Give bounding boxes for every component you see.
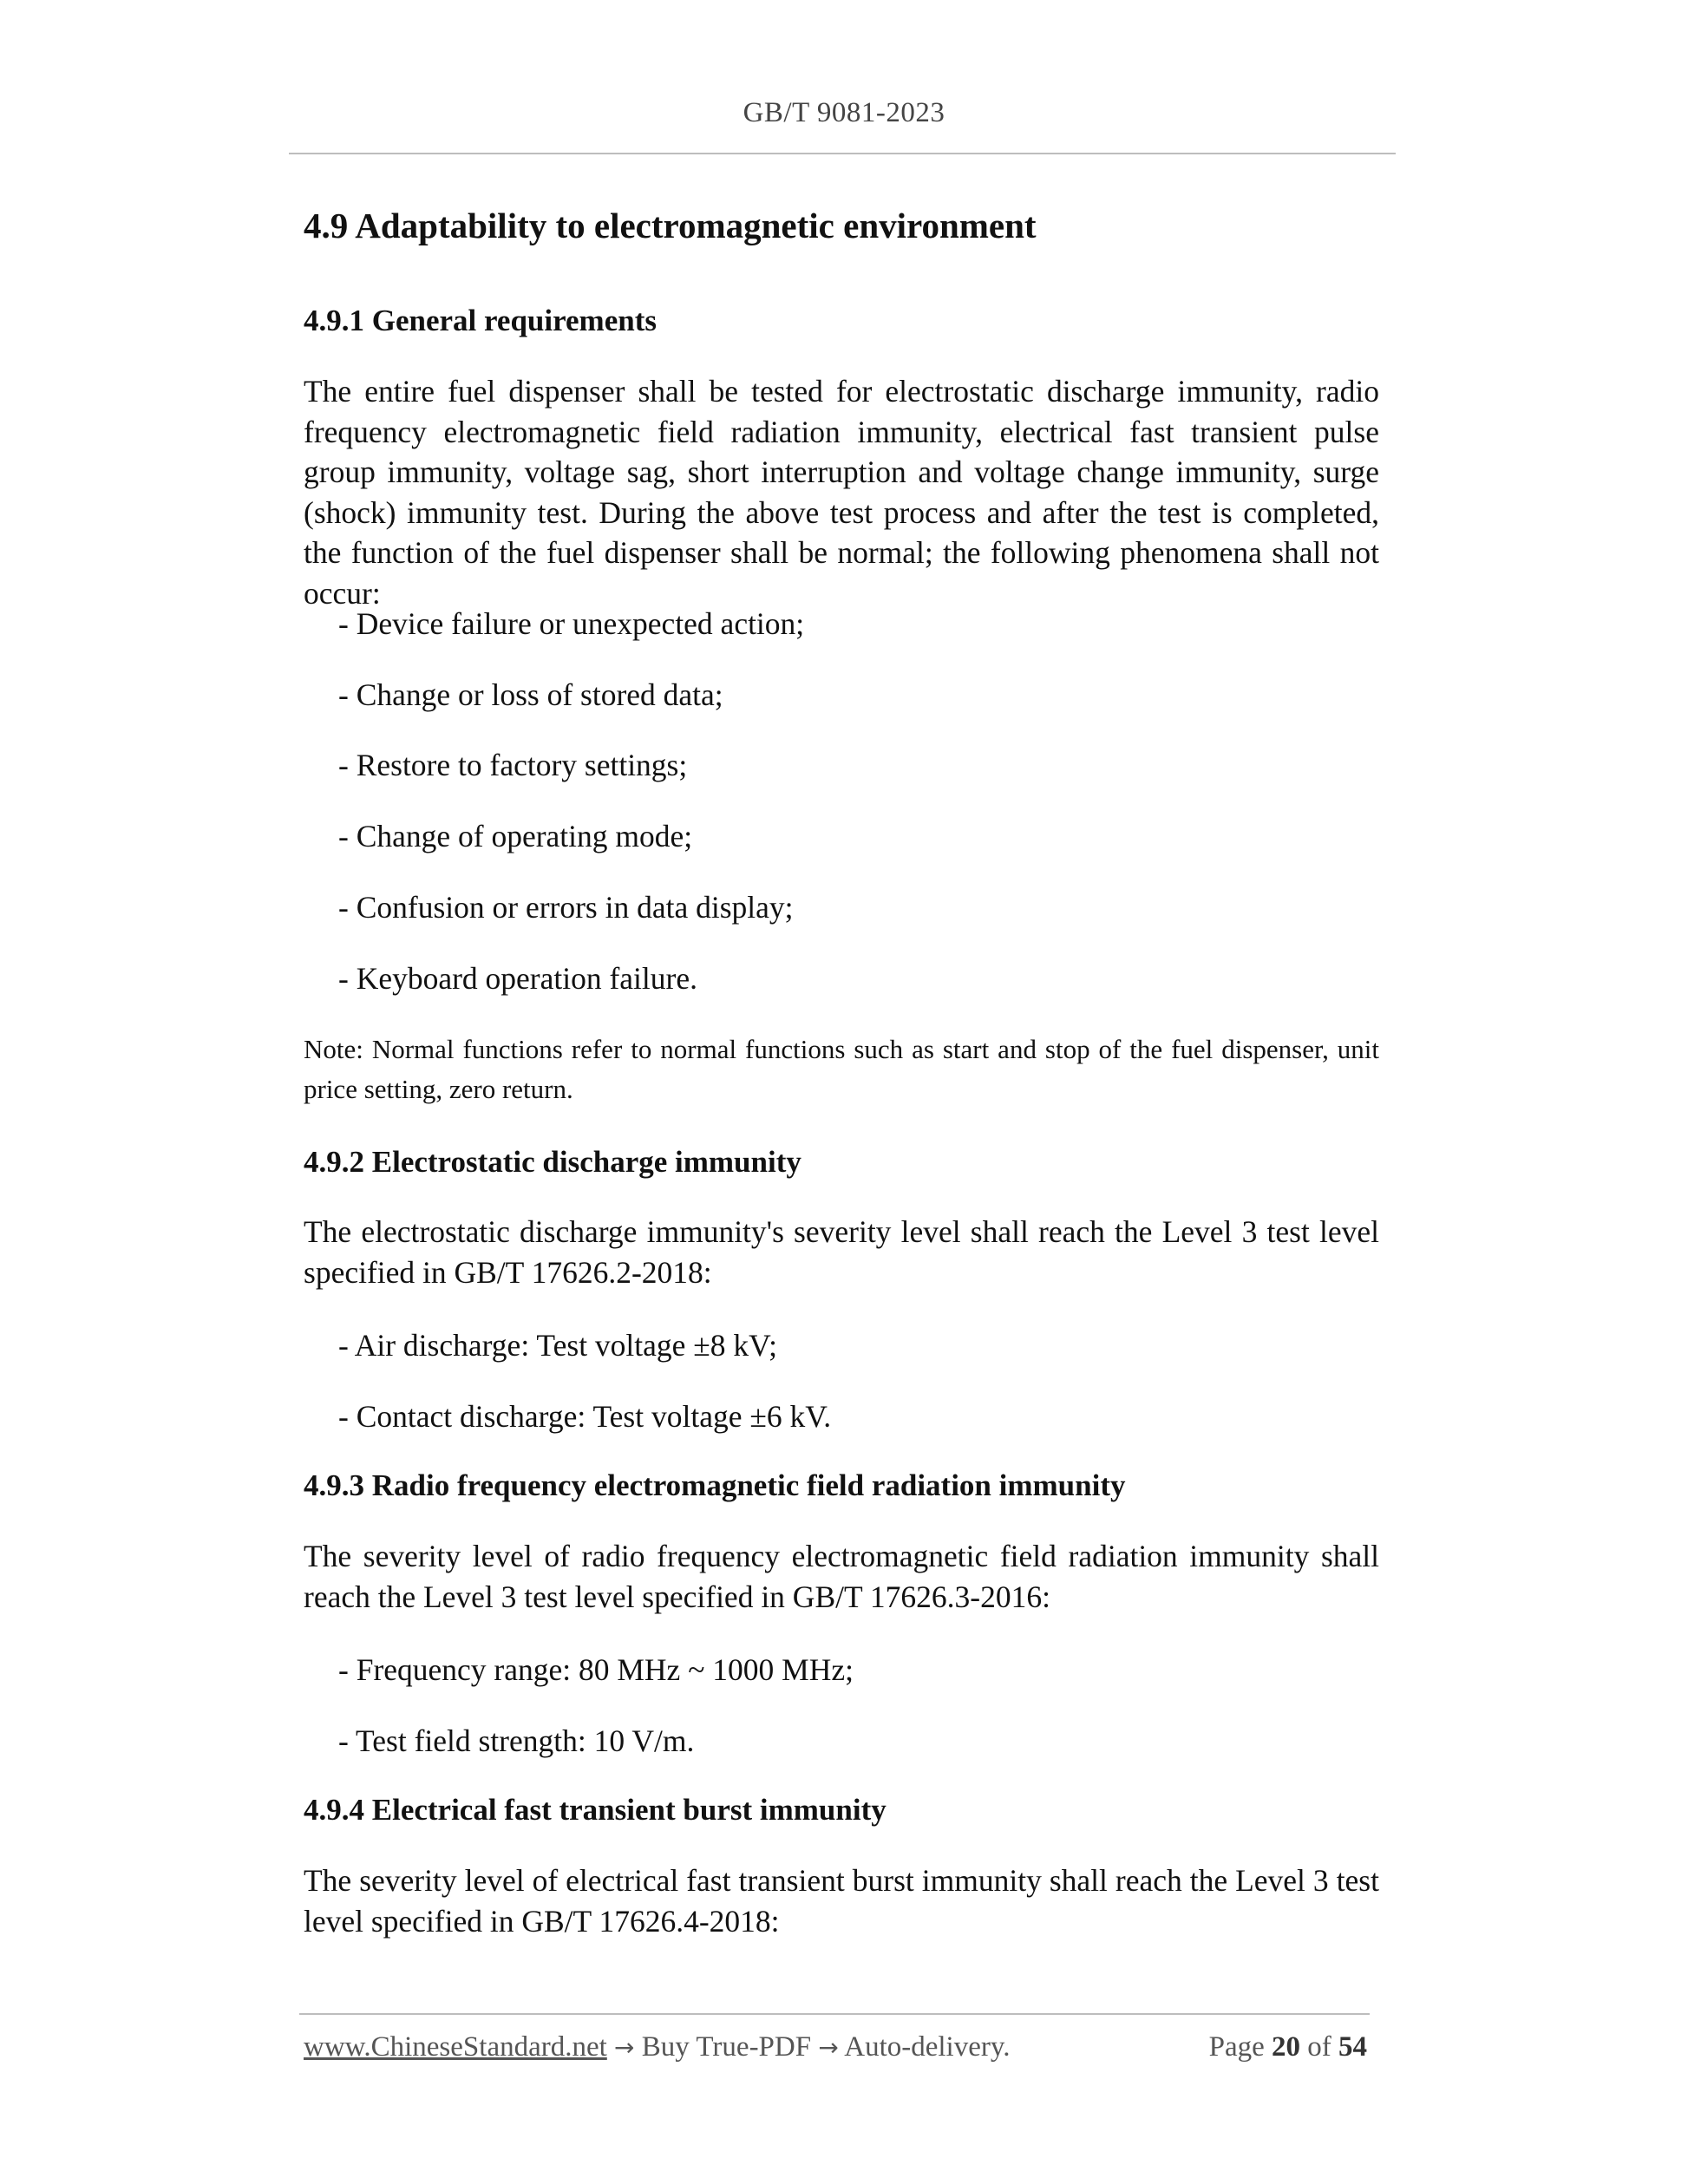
page-total: 54 [1338,2031,1367,2063]
subsection-number: 4.9.3 [304,1468,364,1502]
arrow-right-icon: → [614,2033,635,2062]
paragraph-fast-transient: The severity level of electrical fast transient burst immunity shall reach the Level 3 test level specified in GB/T 17626.4-2018: [304,1863,1379,1939]
subsection-heading-4-9-3 [304,1468,1126,1503]
subsection-title: Electrical fast transient burst immunity [371,1793,887,1827]
website-link[interactable]: www.ChineseStandard.net [304,2031,607,2063]
footer-promo [304,2031,1010,2063]
buy-pdf-text: Buy True-PDF [641,2031,812,2063]
paragraph-general-requirements: The entire fuel dispenser shall be tested for electrostatic discharge immunity, radio frequency electromagnetic field radiation immunity, electrical fast transient pulse group immunity, voltage sag, short interruption and voltage change immunity, surge (shock) immunity test. During the above test process and after the test is completed, the function of the fuel dispenser shall be normal; the following phenomena shall not occur: [304,374,1379,611]
list-item: - Frequency range: 80 MHz ~ 1000 MHz; [338,1652,854,1687]
list-item: - Change of operating mode; [338,819,693,853]
subsection-title: Radio frequency electromagnetic field radiation immunity [371,1468,1126,1502]
subsection-heading-4-9-1: 4.9.1 General requirements [304,304,657,337]
paragraph-radio-frequency: The severity level of radio frequency electromagnetic field radiation immunity shall reach the Level 3 test level specified in GB/T 17626.3-2016: [304,1539,1379,1614]
paragraph-electrostatic-discharge: The electrostatic discharge immunity's severity level shall reach the Level 3 test level specified in GB/T 17626.2-2018: [304,1214,1379,1290]
page-label: Page [1208,2031,1265,2063]
header-divider [289,153,1396,154]
list-item: - Air discharge: Test voltage ±8 kV; [338,1328,778,1363]
page-indicator [1209,2031,1367,2063]
footer-divider [299,2013,1370,2015]
subsection-heading-4-9-4 [304,1793,887,1828]
note-paragraph: Note: Normal functions refer to normal functions such as start and stop of the fuel dispenser, unit price setting, zero return. [304,1034,1379,1104]
list-item: - Change or loss of stored data; [338,677,723,712]
list-item: - Test field strength: 10 V/m. [338,1723,695,1758]
subsection-number: 4.9.4 [304,1793,364,1827]
list-item: - Contact discharge: Test voltage ±6 kV. [338,1399,832,1434]
section-heading-4-9: 4.9 Adaptability to electromagnetic environment [304,206,1037,245]
list-item: - Confusion or errors in data display; [338,890,794,925]
list-item: - Keyboard operation failure. [338,961,697,996]
arrow-right-icon: → [818,2033,839,2062]
list-item: - Restore to factory settings; [338,748,688,782]
running-header: GB/T 9081-2023 [743,97,945,128]
page-of: of [1307,2031,1331,2063]
list-item: - Device failure or unexpected action; [338,606,805,641]
page-current: 20 [1272,2031,1300,2063]
subsection-heading-4-9-2: 4.9.2 Electrostatic discharge immunity [304,1145,801,1179]
auto-delivery-text: Auto-delivery. [844,2031,1011,2063]
